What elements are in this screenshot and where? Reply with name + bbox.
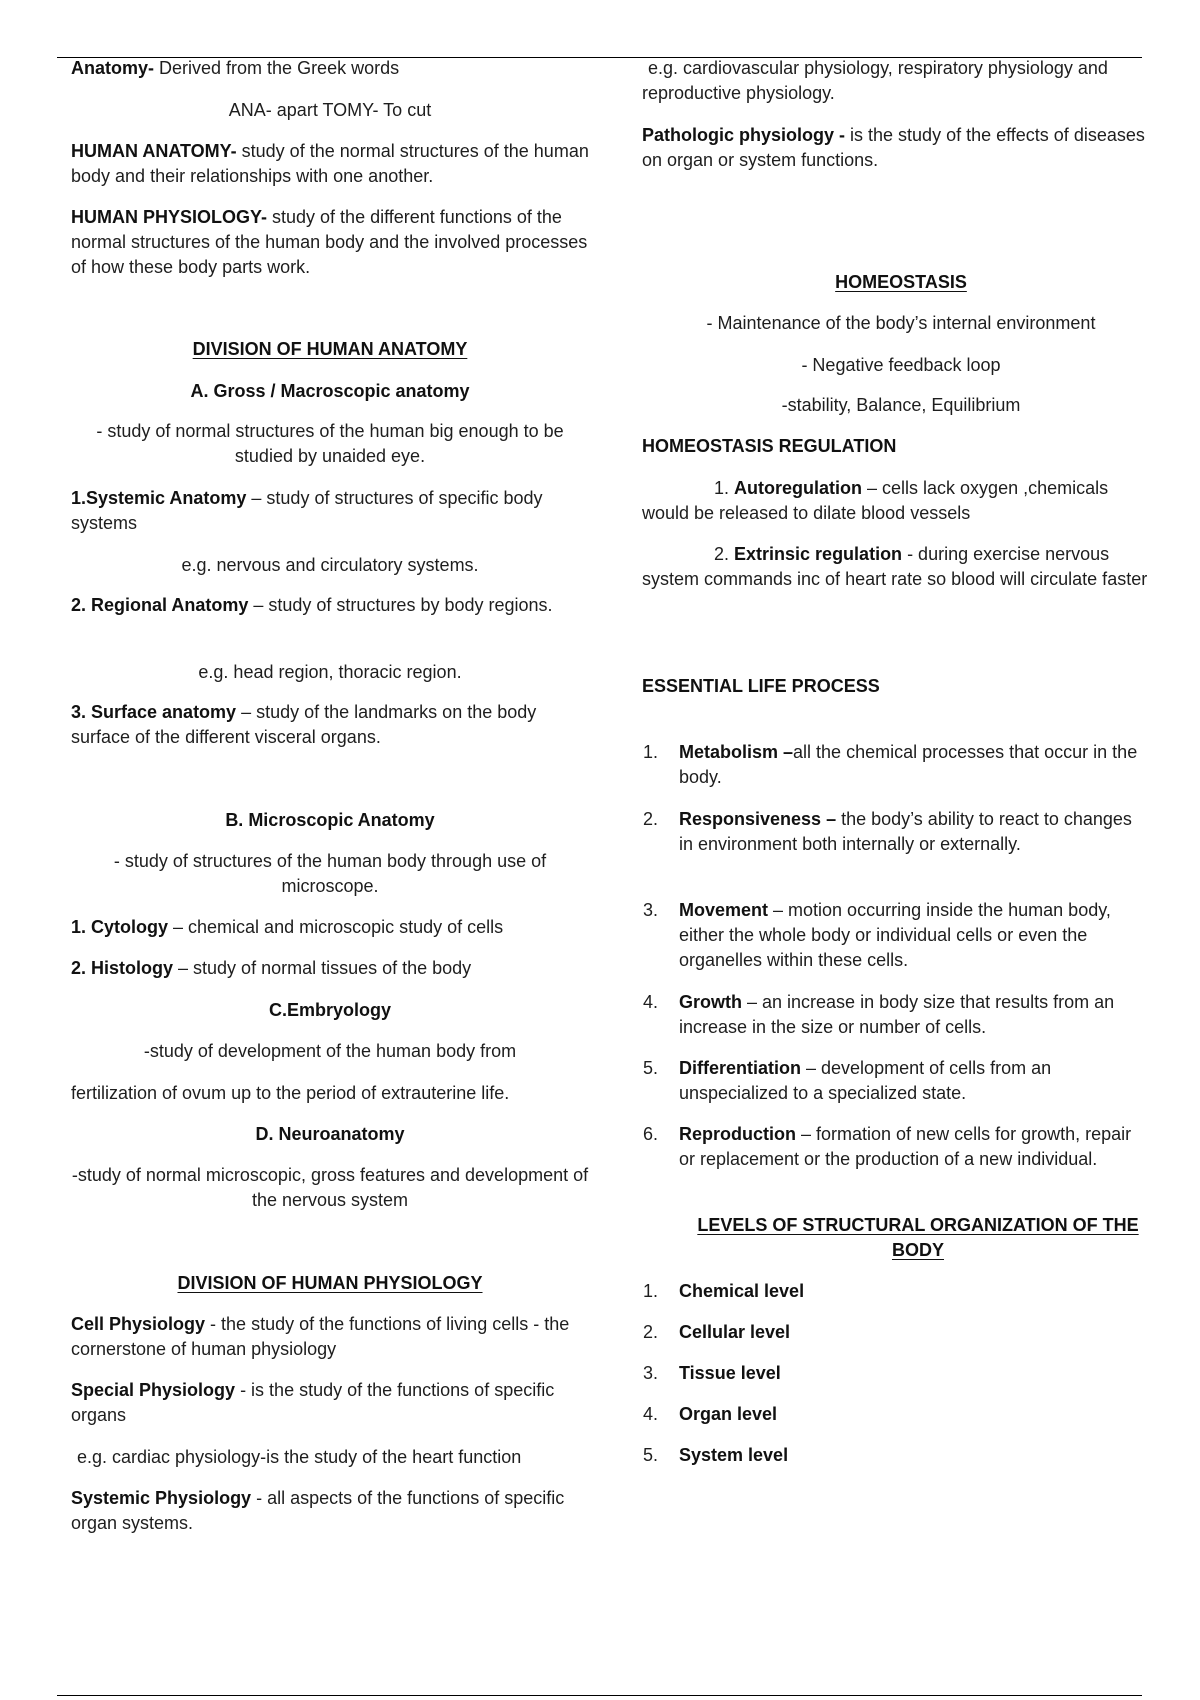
life-process-item: 1. Metabolism –all the chemical processes that occur in the body.	[643, 742, 1138, 787]
regional-anatomy-item: 2. Regional Anatomy – study of structures by body regions.	[71, 595, 553, 615]
homeostasis-line-1: - Maintenance of the body’s internal environment	[706, 313, 1096, 333]
levels-heading: LEVELS OF STRUCTURAL ORGANIZATION OF THE BODY	[697, 1215, 1139, 1260]
homeostasis-regulation-heading: HOMEOSTASIS REGULATION	[642, 436, 897, 456]
ana-tomy-etymology: ANA- apart TOMY- To cut	[228, 100, 432, 120]
human-anatomy-definition: HUMAN ANATOMY- study of the normal structures of the human body and their relationships with one another.	[71, 141, 589, 186]
cell-physiology-item: Cell Physiology - the study of the functions of living cells - the cornerstone of human physiology	[71, 1314, 570, 1359]
microscopic-anatomy-definition: - study of structures of the human body through use of microscope.	[113, 851, 547, 896]
division-physiology-heading: DIVISION OF HUMAN PHYSIOLOGY	[177, 1273, 483, 1293]
special-physiology-item: Special Physiology - is the study of the functions of specific organs	[71, 1380, 555, 1425]
extrinsic-regulation-item: 2. Extrinsic regulation - during exercise nervous system commands inc of heart rate so blood will circulate faster	[642, 544, 1148, 589]
level-item: 4. Organ level	[643, 1404, 778, 1424]
histology-item: 2. Histology – study of normal tissues of the body	[71, 958, 472, 978]
homeostasis-line-3: -stability, Balance, Equilibrium	[781, 395, 1021, 415]
homeostasis-line-2: - Negative feedback loop	[801, 355, 1001, 375]
cytology-item: 1. Cytology – chemical and microscopic study of cells	[71, 917, 504, 937]
embryology-definition-line1: -study of development of the human body from	[143, 1041, 517, 1061]
autoregulation-item: 1. Autoregulation – cells lack oxygen ,chemicals would be released to dilate blood vessels	[642, 478, 1109, 523]
neuroanatomy-heading: D. Neuroanatomy	[255, 1124, 405, 1144]
embryology-heading: C.Embryology	[268, 1000, 392, 1020]
systemic-physiology-item: Systemic Physiology - all aspects of the functions of specific organ systems.	[71, 1488, 565, 1533]
bottom-rule	[57, 1695, 1142, 1696]
gross-anatomy-heading: A. Gross / Macroscopic anatomy	[190, 381, 470, 401]
life-process-item: 3. Movement – motion occurring inside the human body, either the whole body or individual cells or even the organelles within these cells.	[643, 900, 1111, 970]
essential-life-process-heading: ESSENTIAL LIFE PROCESS	[642, 676, 880, 696]
life-process-item: 2. Responsiveness – the body’s ability to react to changes in environment both internally or externally.	[643, 809, 1132, 854]
embryology-definition-line2: fertilization of ovum up to the period of extrauterine life.	[71, 1083, 510, 1103]
systemic-anatomy-example: e.g. nervous and circulatory systems.	[181, 555, 479, 575]
special-physiology-example: e.g. cardiac physiology-is the study of the heart function	[77, 1447, 522, 1467]
pathologic-physiology-item: Pathologic physiology - is the study of the effects of diseases on organ or system functions.	[642, 125, 1145, 170]
regional-anatomy-example: e.g. head region, thoracic region.	[198, 662, 462, 682]
life-process-item: 5. Differentiation – development of cells from an unspecialized to a specialized state.	[643, 1058, 1052, 1103]
gross-anatomy-definition: - study of normal structures of the human big enough to be studied by unaided eye.	[96, 421, 564, 466]
level-item: 3. Tissue level	[643, 1363, 781, 1383]
life-process-item: 6. Reproduction – formation of new cells for growth, repair or replacement or the production of a new individual.	[643, 1124, 1132, 1169]
neuroanatomy-definition: -study of normal microscopic, gross features and development of the nervous system	[71, 1165, 589, 1210]
level-item: 2. Cellular level	[643, 1322, 791, 1342]
life-process-item: 4. Growth – an increase in body size that results from an increase in the size or number of cells.	[643, 992, 1115, 1037]
level-item: 5. System level	[643, 1445, 789, 1465]
homeostasis-heading: HOMEOSTASIS	[835, 272, 967, 292]
microscopic-anatomy-heading: B. Microscopic Anatomy	[225, 810, 435, 830]
division-anatomy-heading: DIVISION OF HUMAN ANATOMY	[192, 339, 468, 359]
systemic-anatomy-item: 1.Systemic Anatomy – study of structures of specific body systems	[71, 488, 543, 533]
level-item: 1. Chemical level	[643, 1281, 805, 1301]
anatomy-definition: Anatomy- Derived from the Greek words	[71, 58, 400, 78]
physiology-systemic-example: e.g. cardiovascular physiology, respiratory physiology and reproductive physiology.	[642, 58, 1108, 103]
human-physiology-definition: HUMAN PHYSIOLOGY- study of the different functions of the normal structures of the human body and the involved processes of how these body parts work.	[71, 207, 588, 277]
surface-anatomy-item: 3. Surface anatomy – study of the landmarks on the body surface of the different visceral organs.	[71, 702, 537, 747]
